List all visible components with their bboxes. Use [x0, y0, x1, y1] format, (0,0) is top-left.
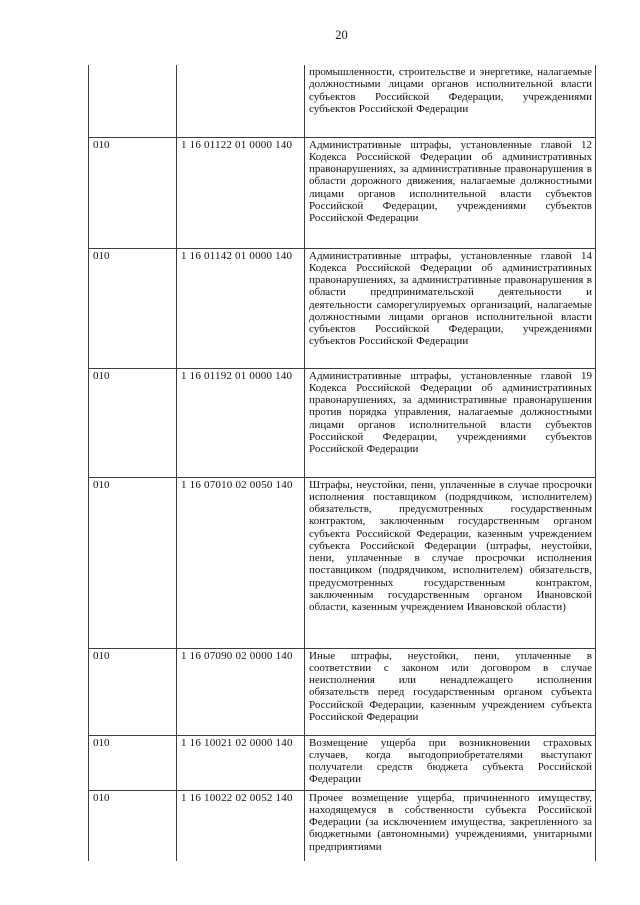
description-cell: промышленности, строительстве и энергетике, налагаемые должностными лицами органов исполнительной власти субъектов Российской Федерации, учреждениями субъектов Российской Федерации: [305, 65, 596, 137]
description-cell: Возмещение ущерба при возникновении страховых случаев, когда выгодоприобретателями выступают получатели средств бюджета субъекта Российской Федерации: [305, 735, 596, 790]
kbk-cell: 1 16 10022 02 0052 140: [177, 790, 305, 861]
code-cell: [89, 65, 177, 137]
table-row-continuation: [89, 65, 596, 137]
code-cell: 010: [89, 790, 177, 861]
description-cell: Штрафы, неустойки, пени, уплаченные в случае просрочки исполнения поставщиком (подрядчиком, исполнителем) обязательств, предусмотренных государственным контрактом, заключенным государственным органом субъекта Российской Федерации, казенным учреждением субъекта Российской Федерации (штрафы, неустойки, пени, уплаченные в случае просрочки исполнения поставщиком (подрядчиком, исполнителем) обязательств, предусмотренных государственным контрактом, заключенным государственным органом Ивановской области, казенным учреждением Ивановской области): [305, 477, 596, 648]
table-row: [89, 790, 596, 861]
budget-codes-table: [88, 65, 596, 861]
page-number: 20: [335, 28, 348, 42]
table-row: [89, 137, 596, 248]
kbk-cell: 1 16 01192 01 0000 140: [177, 368, 305, 477]
code-cell: 010: [89, 477, 177, 648]
description-cell: Административные штрафы, установленные главой 12 Кодекса Российской Федерации об административных правонарушениях, за административные правонарушения в области дорожного движения, налагаемые должностными лицами органов исполнительной власти субъектов Российской Федерации, учреждениями субъектов Российской Федерации: [305, 137, 596, 248]
table-row: [89, 735, 596, 790]
code-cell: 010: [89, 248, 177, 368]
description-cell: Административные штрафы, установленные главой 19 Кодекса Российской Федерации об административных правонарушениях, за административные правонарушения против порядка управления, налагаемые должностными лицами органов исполнительной власти субъектов Российской Федерации, учреждениями субъектов Российской Федерации: [305, 368, 596, 477]
description-cell: Иные штрафы, неустойки, пени, уплаченные в соответствии с законом или договором в случае неисполнения или ненадлежащего исполнения обязательств перед государственным органом субъекта Российской Федерации, казенным учреждением субъекта Российской Федерации: [305, 648, 596, 735]
description-cell: Административные штрафы, установленные главой 14 Кодекса Российской Федерации об административных правонарушениях, за административные правонарушения в области предпринимательской деятельности и деятельности саморегулируемых организаций, налагаемые должностными лицами органов исполнительной власти субъектов Российской Федерации, учреждениями субъектов Российской Федерации: [305, 248, 596, 368]
code-cell: 010: [89, 648, 177, 735]
kbk-cell: 1 16 07010 02 0050 140: [177, 477, 305, 648]
kbk-cell: [177, 65, 305, 137]
code-cell: 010: [89, 137, 177, 248]
kbk-cell: 1 16 01142 01 0000 140: [177, 248, 305, 368]
code-cell: 010: [89, 735, 177, 790]
kbk-cell: 1 16 07090 02 0000 140: [177, 648, 305, 735]
kbk-cell: 1 16 01122 01 0000 140: [177, 137, 305, 248]
table-row: [89, 368, 596, 477]
description-cell: Прочее возмещение ущерба, причиненного имуществу, находящемуся в собственности субъекта Российской Федерации (за исключением имущества, закрепленного за бюджетными (автономными) учреждениями, унитарными предприятиями: [305, 790, 596, 861]
kbk-cell: 1 16 10021 02 0000 140: [177, 735, 305, 790]
table-row: [89, 648, 596, 735]
code-cell: 010: [89, 368, 177, 477]
table-row: [89, 248, 596, 368]
table-row: [89, 477, 596, 648]
